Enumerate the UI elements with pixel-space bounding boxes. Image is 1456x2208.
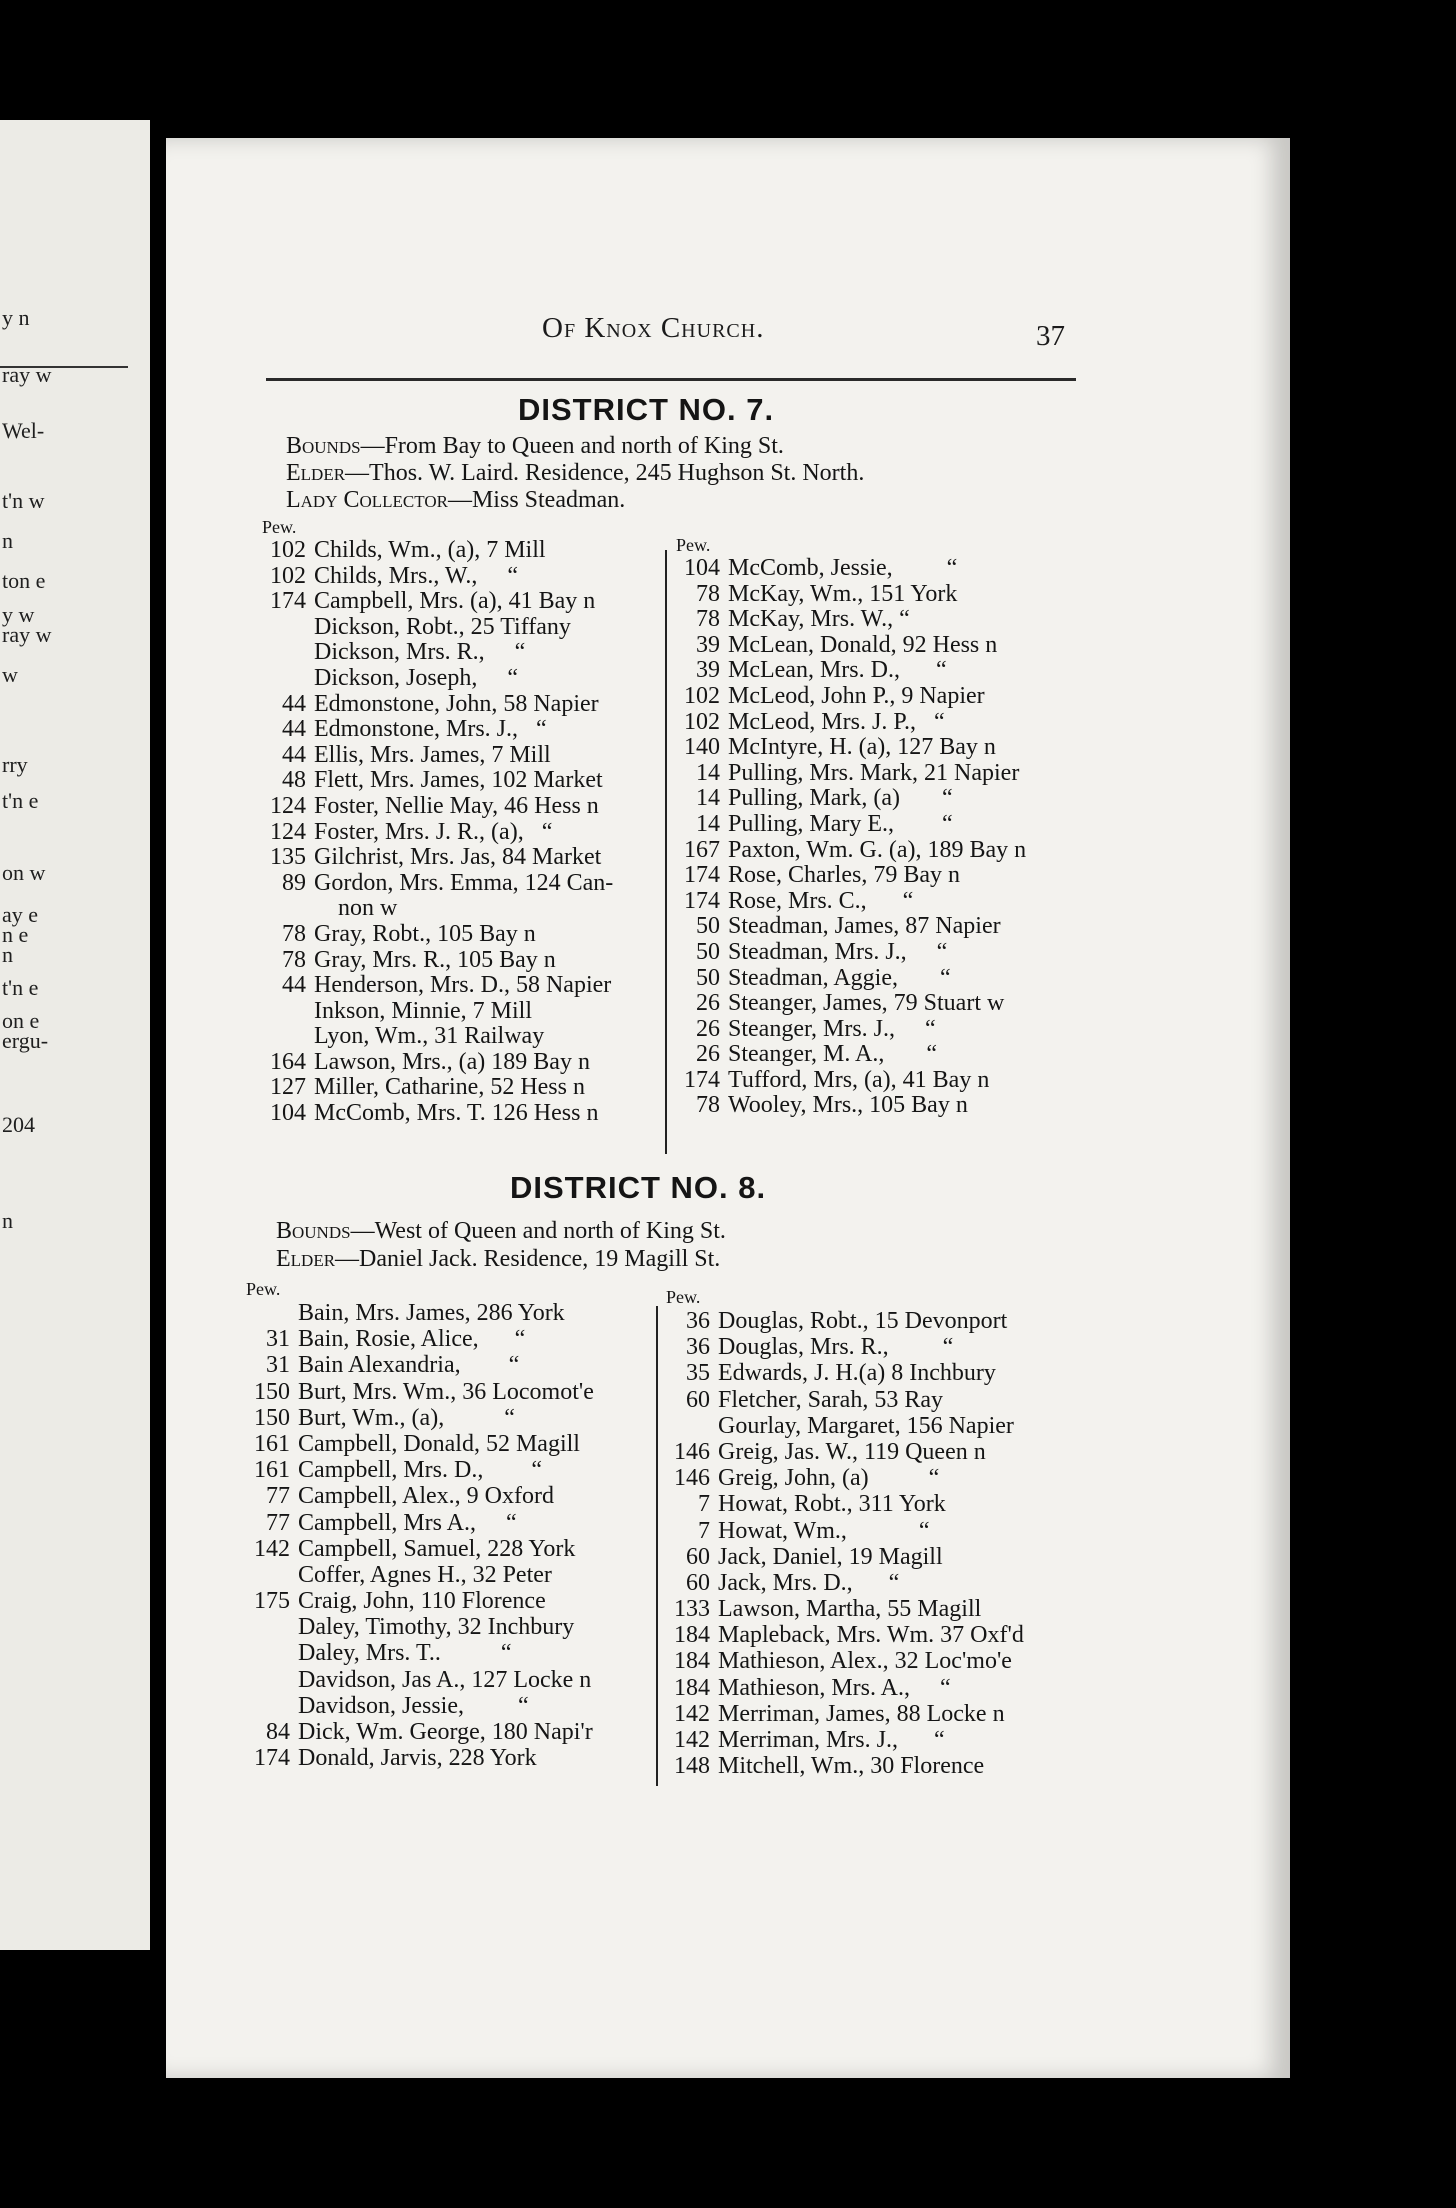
facing-page-fragment: t'n e <box>2 975 39 1000</box>
pew-number: 77 <box>266 1483 290 1510</box>
pew-number: 124 <box>270 818 306 845</box>
member-row <box>246 1536 594 1562</box>
member-row <box>676 658 1026 684</box>
pew-number: 102 <box>684 708 720 735</box>
member-name: Campbell, Donald, 52 Magill <box>298 1430 580 1457</box>
member-name: Howat, Wm., “ <box>718 1517 930 1544</box>
member-row <box>262 1075 613 1101</box>
member-name: Foster, Mrs. J. R., (a), “ <box>314 818 553 845</box>
elder-label: Elder <box>286 460 346 486</box>
pew-number: 36 <box>686 1334 710 1361</box>
collector-text: —Miss Steadman. <box>447 487 626 513</box>
book-page <box>166 138 1290 2078</box>
pew-number: 39 <box>696 657 720 684</box>
member-row <box>666 1334 1024 1360</box>
member-row <box>666 1753 1024 1779</box>
member-row <box>246 1405 594 1431</box>
member-name: Daley, Mrs. T.. “ <box>298 1640 512 1667</box>
member-row <box>262 538 613 564</box>
facing-page-fragment: n e <box>2 922 29 947</box>
pew-number: 36 <box>686 1308 710 1334</box>
member-name: Douglas, Robt., 15 Devonport <box>718 1308 1008 1334</box>
member-name: Steadman, Aggie, “ <box>728 964 951 991</box>
pew-header: Pew. <box>666 1287 701 1307</box>
elder-text: —Daniel Jack. Residence, 19 Magill St. <box>335 1246 721 1272</box>
member-row <box>262 896 613 922</box>
member-row <box>676 812 1026 838</box>
pew-number: 50 <box>696 938 720 965</box>
member-name: Burt, Wm., (a), “ <box>298 1404 515 1431</box>
facing-page-fragment: n <box>2 942 13 967</box>
pew-header: Pew. <box>262 517 297 537</box>
member-row <box>676 1017 1026 1043</box>
member-name: Gray, Robt., 105 Bay n <box>314 920 536 947</box>
member-row <box>262 1101 613 1127</box>
member-row <box>262 589 613 615</box>
member-row <box>666 1308 1024 1334</box>
member-row <box>676 991 1026 1017</box>
pew-number: 142 <box>674 1727 710 1753</box>
member-name: Lyon, Wm., 31 Railway <box>314 1023 545 1050</box>
member-name: Childs, Wm., (a), 7 Mill <box>314 537 546 563</box>
pew-number: 35 <box>686 1360 710 1387</box>
pew-number: 31 <box>266 1352 290 1379</box>
member-row <box>666 1439 1024 1465</box>
member-row <box>262 845 613 871</box>
member-name: Campbell, Alex., 9 Oxford <box>298 1483 554 1510</box>
member-row <box>246 1562 594 1588</box>
pew-number: 124 <box>270 792 306 819</box>
member-row <box>666 1570 1024 1596</box>
member-name: Mathieson, Mrs. A., “ <box>718 1674 951 1701</box>
member-row <box>262 640 613 666</box>
member-name: McLeod, John P., 9 Napier <box>728 682 985 709</box>
member-row <box>246 1352 594 1378</box>
pew-number: 174 <box>270 588 306 615</box>
facing-page-fragment: w <box>2 662 18 687</box>
member-row <box>246 1457 594 1483</box>
member-row <box>262 973 613 999</box>
member-name: Davidson, Jas A., 127 Locke n <box>298 1666 592 1693</box>
member-row <box>676 684 1026 710</box>
member-row <box>262 717 613 743</box>
pew-number: 48 <box>282 767 306 794</box>
member-name: non w <box>314 895 398 922</box>
column-divider <box>665 550 667 1154</box>
member-row <box>676 940 1026 966</box>
district-8-bounds <box>276 1218 726 1245</box>
member-row <box>262 768 613 794</box>
member-row <box>676 761 1026 787</box>
pew-number: 60 <box>686 1386 710 1413</box>
member-name: Childs, Mrs., W., “ <box>314 562 519 589</box>
member-name: Steadman, Mrs. J., “ <box>728 938 948 965</box>
member-name: McComb, Mrs. T. 126 Hess n <box>314 1100 599 1127</box>
member-name: Ellis, Mrs. James, 7 Mill <box>314 741 551 768</box>
pew-number: 164 <box>270 1048 306 1075</box>
pew-number: 184 <box>674 1622 710 1649</box>
facing-page-fragment: n <box>2 1208 13 1233</box>
member-name: Jack, Mrs. D., “ <box>718 1569 900 1596</box>
member-name: Flett, Mrs. James, 102 Market <box>314 767 603 794</box>
member-name: Tufford, Mrs, (a), 41 Bay n <box>728 1066 990 1093</box>
district-8-right-column <box>666 1286 1024 1779</box>
member-row <box>676 710 1026 736</box>
member-name: Campbell, Mrs. D., “ <box>298 1457 542 1484</box>
member-name: Wooley, Mrs., 105 Bay n <box>728 1092 968 1119</box>
member-name: Edmonstone, Mrs. J., “ <box>314 716 547 743</box>
member-name: Pulling, Mrs. Mark, 21 Napier <box>728 759 1020 786</box>
member-name: Miller, Catharine, 52 Hess n <box>314 1074 585 1101</box>
facing-page-fragment: ton e <box>2 568 46 593</box>
member-name: Edmonstone, John, 58 Napier <box>314 690 599 717</box>
district-7-title: DISTRICT NO. 7. <box>518 392 775 427</box>
pew-number <box>262 1024 314 1050</box>
member-row <box>262 948 613 974</box>
pew-number <box>246 1614 298 1640</box>
pew-number: 104 <box>270 1100 306 1127</box>
member-name: Dickson, Joseph, “ <box>314 664 518 691</box>
bounds-label: Bounds <box>276 1218 351 1244</box>
member-name: Dickson, Robt., 25 Tiffany <box>314 613 571 640</box>
member-row <box>262 564 613 590</box>
district-8-title: DISTRICT NO. 8. <box>510 1170 767 1205</box>
member-row <box>246 1693 594 1719</box>
pew-number: 14 <box>696 759 720 786</box>
member-row <box>676 889 1026 915</box>
member-name: McIntyre, H. (a), 127 Bay n <box>728 734 996 761</box>
member-name: Lawson, Martha, 55 Magill <box>718 1596 982 1623</box>
member-name: Gordon, Mrs. Emma, 124 Can- <box>314 869 614 896</box>
member-name: McLean, Mrs. D., “ <box>728 657 947 684</box>
member-row <box>666 1648 1024 1674</box>
member-name: Bain, Mrs. James, 286 York <box>298 1300 565 1326</box>
pew-number: 84 <box>266 1719 290 1745</box>
pew-number: 184 <box>674 1648 710 1675</box>
pew-number <box>666 1413 718 1439</box>
pew-number: 26 <box>696 990 720 1017</box>
member-row <box>666 1465 1024 1491</box>
facing-page-fragment: ray w <box>2 362 52 387</box>
pew-number: 150 <box>254 1378 290 1405</box>
member-row <box>246 1588 594 1614</box>
member-row <box>676 966 1026 992</box>
member-row <box>262 820 613 846</box>
facing-page <box>0 120 150 1950</box>
member-row <box>262 922 613 948</box>
member-row <box>666 1544 1024 1570</box>
member-row <box>666 1675 1024 1701</box>
member-name: Henderson, Mrs. D., 58 Napier <box>314 972 612 999</box>
bounds-label: Bounds <box>286 433 361 459</box>
member-name: Gourlay, Margaret, 156 Napier <box>718 1412 1014 1439</box>
member-name: Bain, Rosie, Alice, “ <box>298 1326 526 1353</box>
pew-number: 7 <box>698 1517 710 1544</box>
pew-number: 174 <box>254 1745 290 1772</box>
pew-number: 26 <box>696 1041 720 1068</box>
member-row <box>246 1667 594 1693</box>
pew-number: 140 <box>684 734 720 761</box>
pew-number: 44 <box>282 716 306 743</box>
pew-number: 142 <box>674 1700 710 1727</box>
pew-number: 102 <box>270 537 306 563</box>
pew-number: 161 <box>254 1430 290 1457</box>
member-name: Howat, Robt., 311 York <box>718 1491 946 1518</box>
member-name: Rose, Charles, 79 Bay n <box>728 862 960 889</box>
member-name: Mapleback, Mrs. Wm. 37 Oxf'd <box>718 1622 1024 1649</box>
member-name: Edwards, J. H.(a) 8 Inchbury <box>718 1360 996 1387</box>
member-name: Campbell, Mrs A., “ <box>298 1509 517 1536</box>
member-name: Jack, Daniel, 19 Magill <box>718 1543 943 1570</box>
member-row <box>666 1727 1024 1753</box>
member-row <box>262 871 613 897</box>
member-name: Foster, Nellie May, 46 Hess n <box>314 792 599 819</box>
facing-page-fragment: on w <box>2 860 46 885</box>
elder-text: —Thos. W. Laird. Residence, 245 Hughson St. North. <box>345 460 865 486</box>
member-row <box>676 556 1026 582</box>
member-name: Coffer, Agnes H., 32 Peter <box>298 1561 552 1588</box>
member-row <box>666 1701 1024 1727</box>
pew-number: 184 <box>674 1674 710 1701</box>
pew-number: 31 <box>266 1326 290 1353</box>
member-row <box>676 582 1026 608</box>
district-7-elder <box>286 460 864 487</box>
member-row <box>666 1387 1024 1413</box>
pew-number <box>262 640 314 666</box>
pew-number: 78 <box>696 606 720 633</box>
district-7-right-column <box>676 534 1026 1119</box>
facing-page-fragment: ray w <box>2 622 52 647</box>
pew-number: 146 <box>674 1465 710 1492</box>
district-8-left-column <box>246 1278 594 1771</box>
member-name: Davidson, Jessie, “ <box>298 1692 529 1719</box>
member-list <box>262 538 613 1127</box>
member-row <box>262 999 613 1025</box>
pew-number <box>246 1640 298 1666</box>
member-row <box>676 1042 1026 1068</box>
district-7-collector <box>286 487 625 514</box>
member-name: Dickson, Mrs. R., “ <box>314 639 526 666</box>
pew-number <box>262 999 314 1025</box>
pew-number: 150 <box>254 1404 290 1431</box>
member-row <box>676 1068 1026 1094</box>
pew-number: 7 <box>698 1491 710 1518</box>
member-row <box>246 1745 594 1771</box>
facing-page-fragment: t'n e <box>2 788 39 813</box>
pew-number: 14 <box>696 785 720 812</box>
member-row <box>676 863 1026 889</box>
member-name: Lawson, Mrs., (a) 189 Bay n <box>314 1048 590 1075</box>
pew-header: Pew. <box>676 535 711 555</box>
pew-number: 60 <box>686 1543 710 1570</box>
member-list <box>676 556 1026 1119</box>
member-name: Campbell, Samuel, 228 York <box>298 1535 576 1562</box>
pew-number: 44 <box>282 972 306 999</box>
pew-number <box>246 1693 298 1719</box>
member-name: McLean, Donald, 92 Hess n <box>728 631 998 658</box>
member-name: Pulling, Mary E., “ <box>728 810 953 837</box>
page-number: 37 <box>1036 320 1065 352</box>
district-8-elder <box>276 1246 720 1273</box>
member-name: Douglas, Mrs. R., “ <box>718 1334 954 1361</box>
pew-number: 161 <box>254 1457 290 1484</box>
member-name: Greig, Jas. W., 119 Queen n <box>718 1438 986 1465</box>
pew-number: 102 <box>270 562 306 589</box>
member-name: Bain Alexandria, “ <box>298 1352 520 1379</box>
member-name: Fletcher, Sarah, 53 Ray <box>718 1386 943 1413</box>
bounds-text: —West of Queen and north of King St. <box>350 1218 726 1244</box>
pew-number: 174 <box>684 862 720 889</box>
member-row <box>246 1379 594 1405</box>
pew-number: 50 <box>696 964 720 991</box>
pew-number: 78 <box>282 920 306 947</box>
member-row <box>666 1518 1024 1544</box>
member-row <box>246 1510 594 1536</box>
member-name: Steanger, M. A., “ <box>728 1041 938 1068</box>
member-row <box>246 1614 594 1640</box>
member-name: Donald, Jarvis, 228 York <box>298 1745 537 1772</box>
member-name: Merriman, James, 88 Locke n <box>718 1700 1005 1727</box>
pew-number <box>246 1300 298 1326</box>
facing-page-fragment: y n <box>2 305 30 330</box>
pew-number <box>262 666 314 692</box>
pew-number: 26 <box>696 1015 720 1042</box>
bounds-text: —From Bay to Queen and north of King St. <box>360 433 784 459</box>
collector-label: Lady Collector <box>286 487 448 513</box>
pew-header: Pew. <box>246 1279 281 1299</box>
member-name: Mathieson, Alex., 32 Loc'mo'e <box>718 1648 1012 1675</box>
member-name: Steadman, James, 87 Napier <box>728 913 1001 940</box>
pew-number: 50 <box>696 913 720 940</box>
member-name: McLeod, Mrs. J. P., “ <box>728 708 945 735</box>
facing-page-fragment: on e <box>2 1008 40 1033</box>
column-divider <box>656 1306 658 1786</box>
member-name: Merriman, Mrs. J., “ <box>718 1727 945 1753</box>
member-row <box>666 1360 1024 1386</box>
member-row <box>246 1300 594 1326</box>
member-row <box>676 914 1026 940</box>
member-name: Dick, Wm. George, 180 Napi'r <box>298 1719 593 1745</box>
member-row <box>676 735 1026 761</box>
member-row <box>262 794 613 820</box>
member-row <box>262 666 613 692</box>
pew-number: 78 <box>282 946 306 973</box>
pew-number: 78 <box>696 580 720 607</box>
member-row <box>246 1483 594 1509</box>
facing-page-fragment: y w <box>2 602 35 627</box>
header-rule <box>266 378 1076 381</box>
member-row <box>262 743 613 769</box>
pew-number <box>246 1562 298 1588</box>
member-name: Pulling, Mark, (a) “ <box>728 785 953 812</box>
member-row <box>666 1596 1024 1622</box>
member-row <box>262 615 613 641</box>
member-row <box>666 1622 1024 1648</box>
pew-number: 133 <box>674 1596 710 1623</box>
member-row <box>676 838 1026 864</box>
member-name: Gray, Mrs. R., 105 Bay n <box>314 946 556 973</box>
pew-number: 148 <box>674 1753 710 1780</box>
member-name: Burt, Mrs. Wm., 36 Locomot'e <box>298 1378 594 1405</box>
pew-number <box>246 1667 298 1693</box>
member-name: Steanger, James, 79 Stuart w <box>728 990 1005 1017</box>
member-name: Gilchrist, Mrs. Jas, 84 Market <box>314 844 602 871</box>
member-name: Campbell, Mrs. (a), 41 Bay n <box>314 588 596 615</box>
member-row <box>666 1491 1024 1517</box>
member-row <box>262 1024 613 1050</box>
member-list <box>666 1308 1024 1779</box>
facing-page-fragment: t'n w <box>2 488 45 513</box>
member-name: Craig, John, 110 Florence <box>298 1588 546 1615</box>
member-name: Steanger, Mrs. J., “ <box>728 1015 936 1042</box>
member-name: Paxton, Wm. G. (a), 189 Bay n <box>728 836 1027 863</box>
pew-number <box>262 896 314 922</box>
member-row <box>246 1431 594 1457</box>
member-row <box>262 1050 613 1076</box>
facing-page-fragment: ergu- <box>2 1028 49 1053</box>
pew-number: 77 <box>266 1509 290 1536</box>
member-row <box>246 1640 594 1666</box>
member-row <box>246 1719 594 1745</box>
pew-number: 142 <box>254 1535 290 1562</box>
pew-number: 174 <box>684 1066 720 1093</box>
member-name: Inkson, Minnie, 7 Mill <box>314 997 533 1024</box>
district-7-left-column <box>262 516 613 1127</box>
pew-number: 44 <box>282 741 306 768</box>
member-row <box>246 1326 594 1352</box>
member-name: McComb, Jessie, “ <box>728 555 958 581</box>
pew-number: 104 <box>684 555 720 581</box>
member-row <box>676 1093 1026 1119</box>
member-name: Rose, Mrs. C., “ <box>728 887 914 914</box>
facing-page-fragment: 204 <box>2 1112 35 1137</box>
member-row <box>676 633 1026 659</box>
running-head: Of Knox Church. <box>542 312 765 344</box>
pew-number: 174 <box>684 887 720 914</box>
facing-page-fragment: n <box>2 528 13 553</box>
facing-page-fragment: rry <box>2 752 28 777</box>
member-row <box>676 786 1026 812</box>
elder-label: Elder <box>276 1246 336 1272</box>
pew-number: 102 <box>684 682 720 709</box>
district-7-bounds <box>286 433 784 460</box>
pew-number: 44 <box>282 690 306 717</box>
facing-page-fragment: ay e <box>2 902 39 927</box>
member-row <box>666 1413 1024 1439</box>
member-list <box>246 1300 594 1771</box>
member-name: Daley, Timothy, 32 Inchbury <box>298 1614 575 1641</box>
pew-number: 78 <box>696 1092 720 1119</box>
pew-number: 146 <box>674 1438 710 1465</box>
pew-number: 175 <box>254 1588 290 1615</box>
member-name: Greig, John, (a) “ <box>718 1465 940 1492</box>
member-name: McKay, Mrs. W., “ <box>728 606 910 633</box>
pew-number: 167 <box>684 836 720 863</box>
facing-page-fragment: Wel- <box>2 418 45 443</box>
pew-number: 127 <box>270 1074 306 1101</box>
pew-number: 39 <box>696 631 720 658</box>
pew-number: 60 <box>686 1569 710 1596</box>
pew-number: 89 <box>282 869 306 896</box>
pew-number: 135 <box>270 844 306 871</box>
member-row <box>676 607 1026 633</box>
member-name: McKay, Wm., 151 York <box>728 580 958 607</box>
pew-number: 14 <box>696 810 720 837</box>
pew-number <box>262 615 314 641</box>
member-name: Mitchell, Wm., 30 Florence <box>718 1753 985 1780</box>
member-row <box>262 692 613 718</box>
